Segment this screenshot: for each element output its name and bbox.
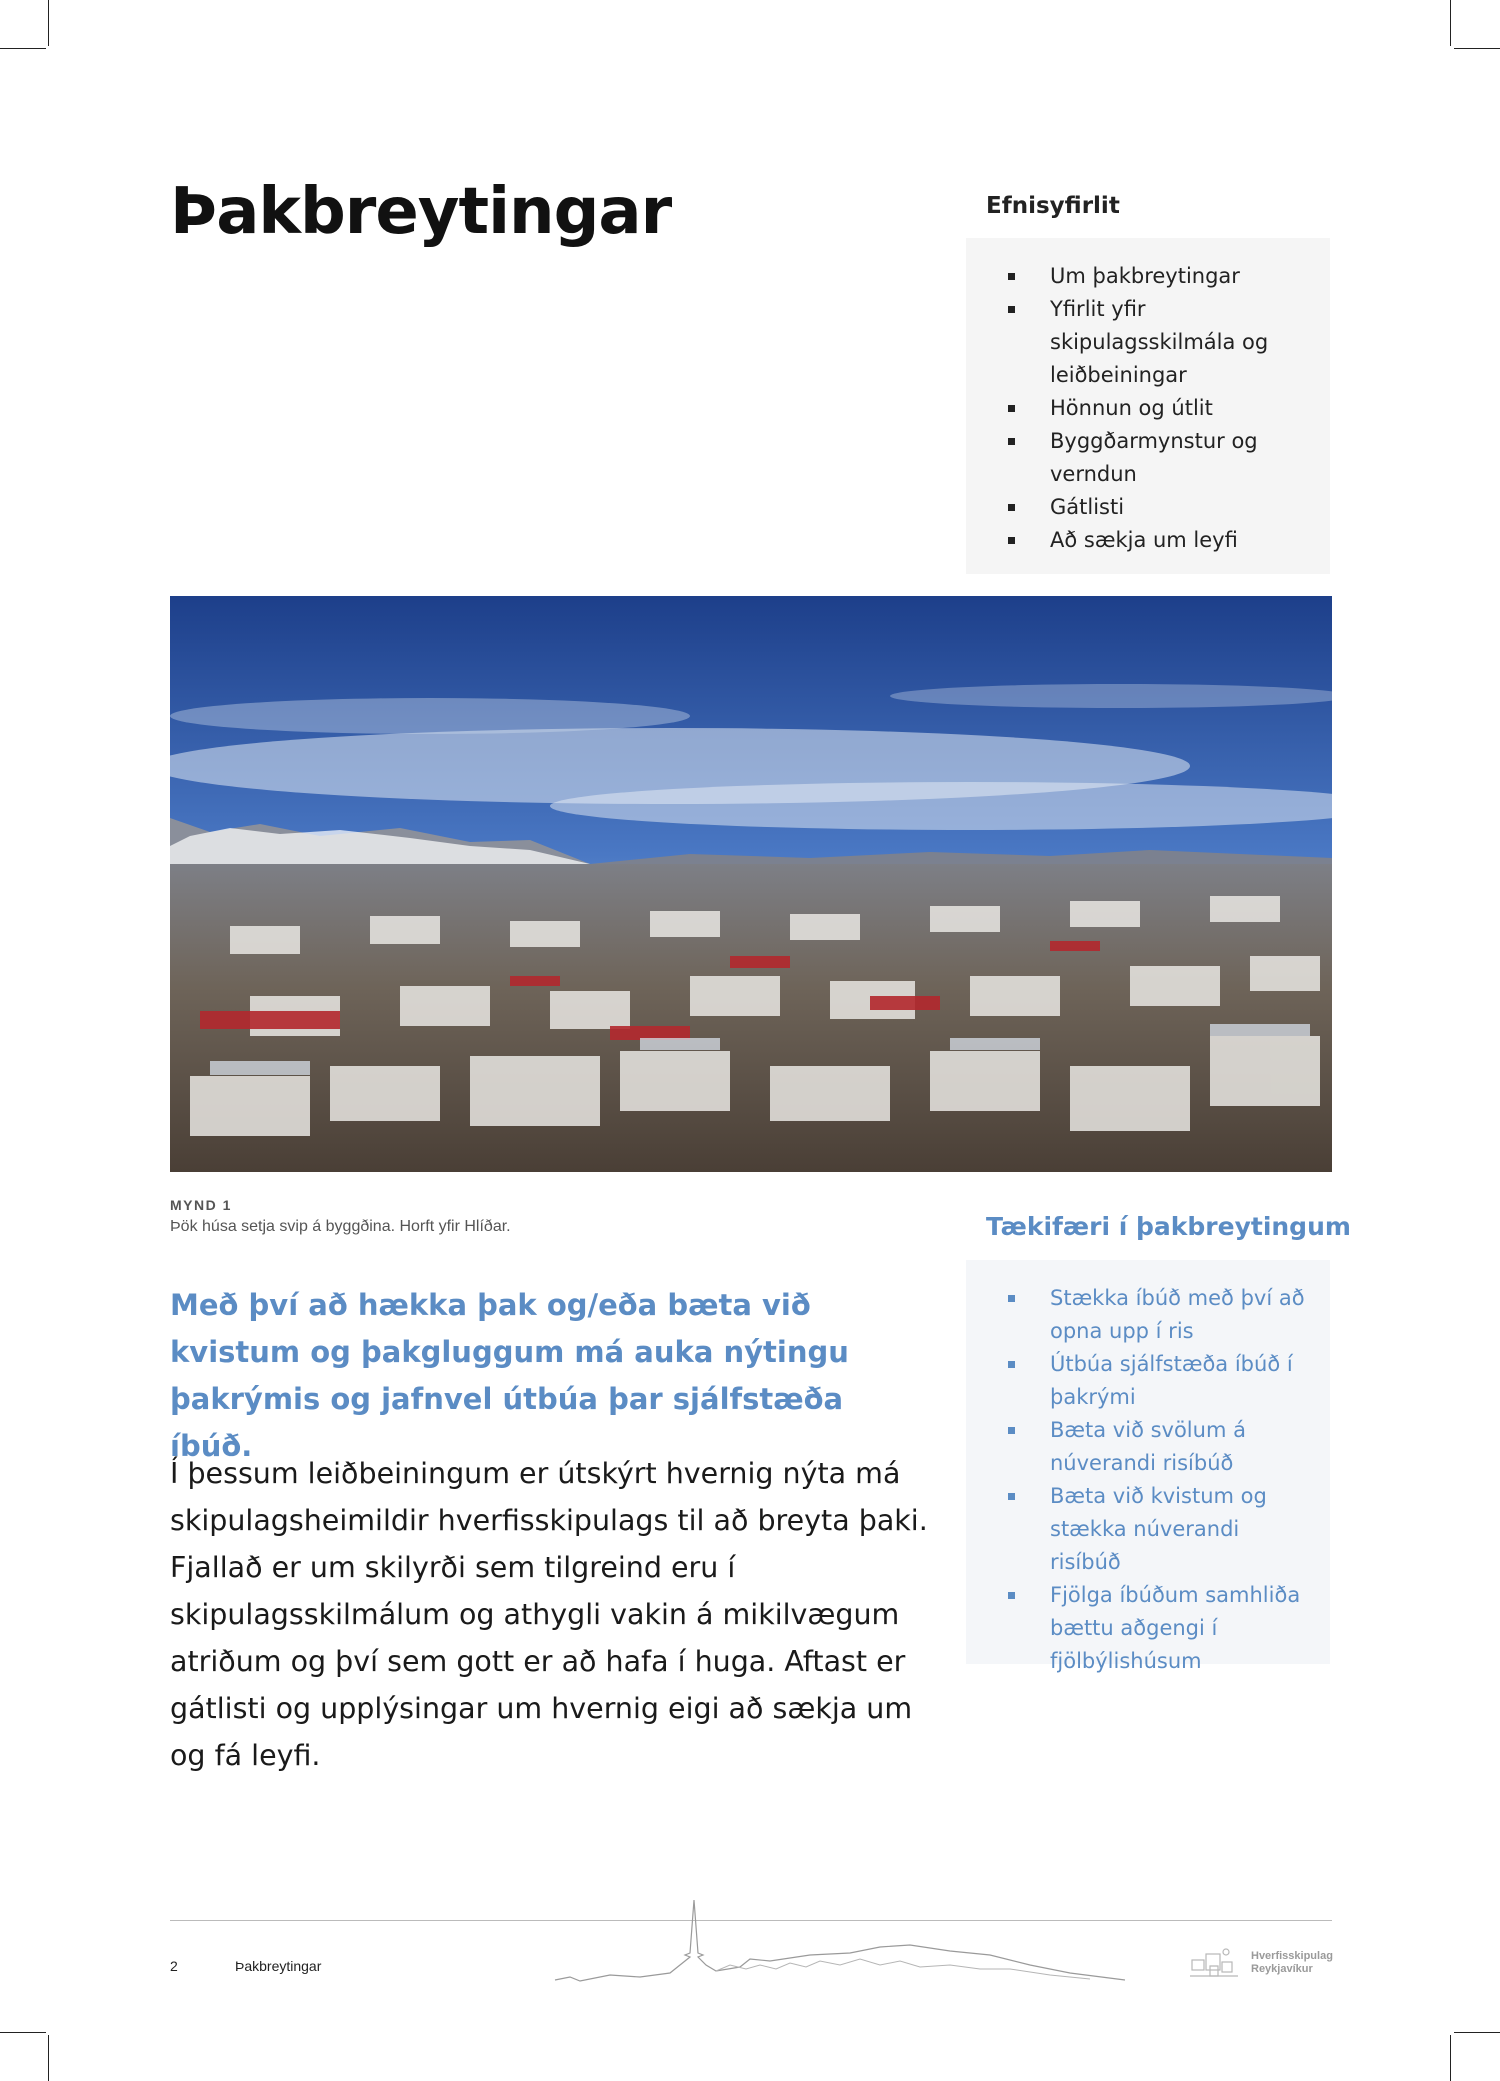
toc-item — [966, 524, 1310, 557]
opportunity-item-label: Fjölga íbúðum samhliða bættu aðgengi í fjölbýlishúsum — [1050, 1583, 1301, 1673]
toc-item-label: Hönnun og útlit — [1050, 396, 1213, 420]
opportunities-list — [966, 1282, 1314, 1678]
opportunity-item-label: Stækka íbúð með því að opna upp í ris — [1050, 1286, 1305, 1343]
bullet-icon — [1008, 306, 1015, 313]
crop-mark — [1450, 0, 1451, 46]
crop-mark — [0, 2032, 46, 2033]
figure-label: MYND 1 — [170, 1197, 232, 1213]
bullet-icon — [1008, 537, 1015, 544]
city-panorama-image — [170, 596, 1332, 1172]
toc-panel — [966, 238, 1330, 574]
page-title: Þakbreytingar — [170, 175, 672, 249]
crop-mark — [1450, 2035, 1451, 2081]
bullet-icon — [1008, 1592, 1015, 1599]
opportunity-item — [966, 1579, 1314, 1678]
figure-caption: Þök húsa setja svip á byggðina. Horft yfir Hlíðar. — [170, 1218, 511, 1235]
toc-item — [966, 392, 1310, 425]
footer-title: Þakbreytingar — [235, 1958, 322, 1974]
lead-paragraph: Með því að hækka þak og/eða bæta við kvistum og þakgluggum má auka nýtingu þakrýmis og jafnvel útbúa þar sjálfstæða íbúð. — [170, 1288, 849, 1463]
toc-heading: Efnisyfirlit — [986, 193, 1120, 219]
toc-item — [966, 260, 1310, 293]
opportunity-item-label: Útbúa sjálfstæða íbúð í þakrými — [1050, 1352, 1293, 1409]
toc-item-label: Byggðarmynstur og verndun — [1050, 429, 1258, 486]
opportunity-item-label: Bæta við svölum á núverandi risíbúð — [1050, 1418, 1246, 1475]
bullet-icon — [1008, 1295, 1015, 1302]
bullet-icon — [1008, 1427, 1015, 1434]
opportunities-heading: Tækifæri í þakbreytingum — [986, 1212, 1351, 1241]
crop-mark — [1454, 2032, 1500, 2033]
skyline-illustration — [550, 1895, 1130, 1990]
opportunity-item — [966, 1480, 1314, 1579]
body-paragraph: Í þessum leiðbeiningum er útskýrt hvernig nýta má skipulagsheimildir hverfisskipulags til að breyta þaki. Fjallað er um skilyrði sem tilgreind eru í skipulagsskilmálum og athygli vakin á mikilvægum atriðum og því sem gott er að hafa í huga. Aftast er gátlisti og upplýsingar um hvernig eigi að sækja um og fá leyfi. — [170, 1457, 928, 1772]
toc-item — [966, 491, 1310, 524]
toc-item-label: Að sækja um leyfi — [1050, 528, 1238, 552]
crop-mark — [48, 2035, 49, 2081]
crop-mark — [0, 48, 46, 49]
opportunity-item — [966, 1348, 1314, 1414]
bullet-icon — [1008, 1361, 1015, 1368]
bullet-icon — [1008, 273, 1015, 280]
opportunities-panel — [966, 1260, 1330, 1673]
opportunity-item — [966, 1282, 1314, 1348]
toc-item-label: Yfirlit yfir skipulagsskilmála og leiðbeiningar — [1050, 297, 1269, 387]
hero-photo — [170, 596, 1332, 1172]
bullet-icon — [1008, 504, 1015, 511]
logo-mark-icon — [1188, 1946, 1248, 1982]
toc-item-label: Um þakbreytingar — [1050, 264, 1240, 288]
toc-item-label: Gátlisti — [1050, 495, 1125, 519]
bullet-icon — [1008, 438, 1015, 445]
toc-list — [966, 260, 1310, 557]
logo-line-1: Hverfisskipulag — [1251, 1950, 1333, 1962]
bullet-icon — [1008, 405, 1015, 412]
toc-item — [966, 293, 1310, 392]
logo-text — [1251, 1950, 1333, 1976]
bullet-icon — [1008, 1493, 1015, 1500]
page-number: 2 — [170, 1958, 178, 1974]
opportunity-item-label: Bæta við kvistum og stækka núverandi risíbúð — [1050, 1484, 1267, 1574]
opportunity-item — [966, 1414, 1314, 1480]
crop-mark — [1454, 48, 1500, 49]
logo-line-2: Reykjavíkur — [1251, 1963, 1313, 1975]
crop-mark — [48, 0, 49, 46]
toc-item — [966, 425, 1310, 491]
